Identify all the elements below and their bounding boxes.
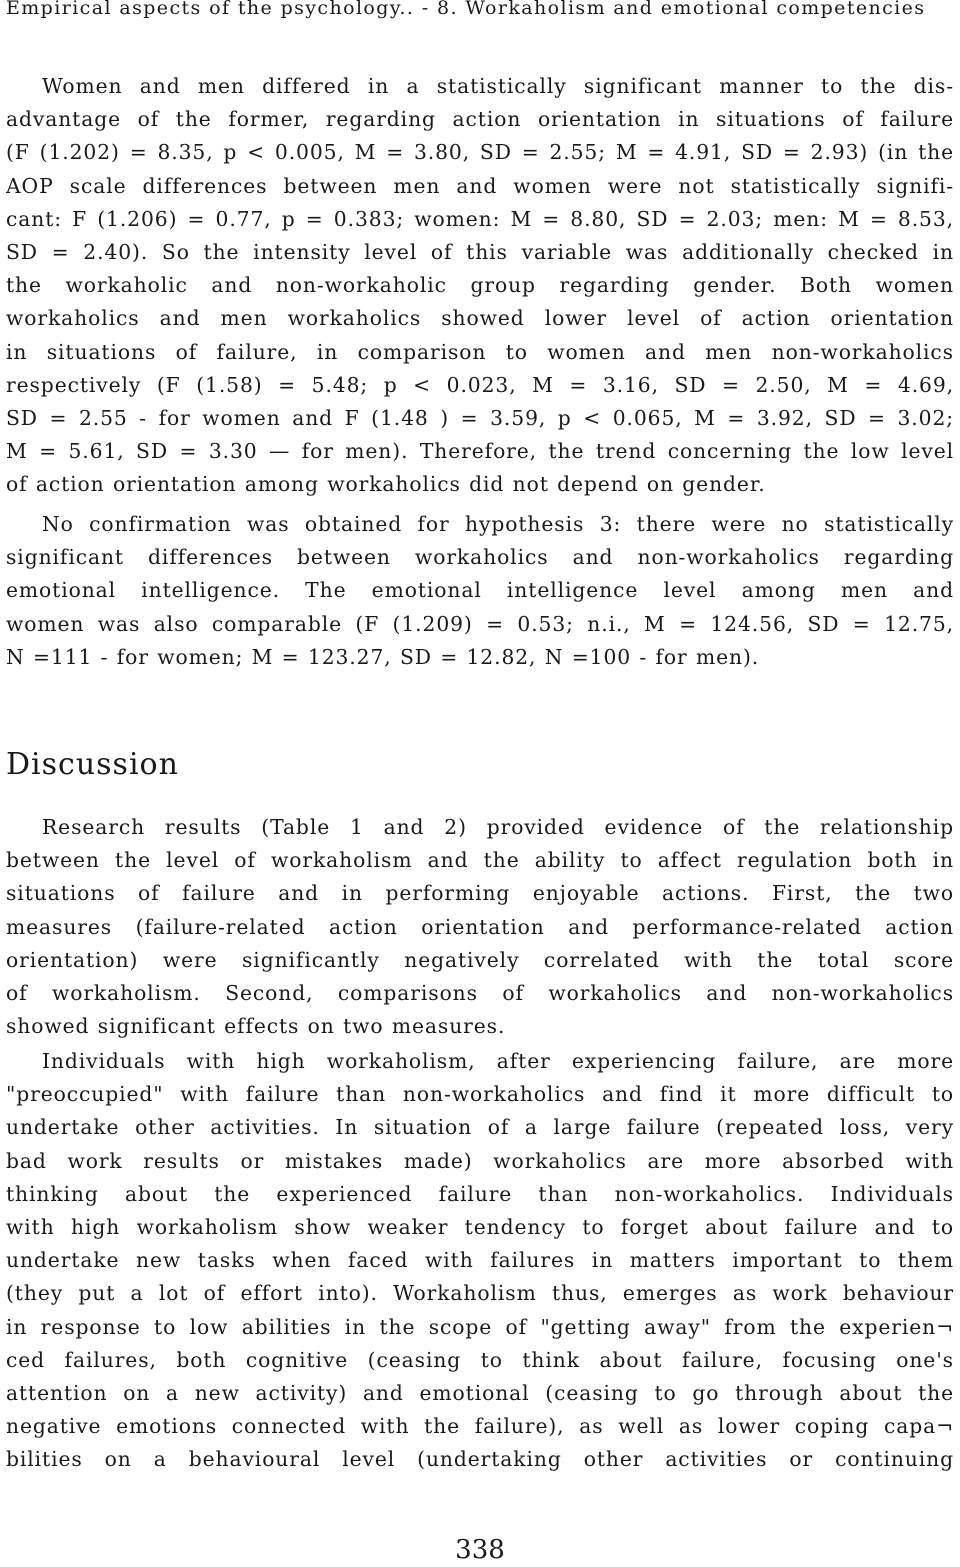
text-line: women was also comparable (F (1.209) = 0.53; n.i., M = 124.56, SD = 12.75, bbox=[6, 611, 954, 636]
text-line: between the level of workaholism and the ability to affect regulation both in bbox=[6, 848, 954, 873]
text-line: measures (failure-related action orientation and performance-related action bbox=[6, 914, 954, 939]
page-number: 338 bbox=[455, 1535, 505, 1565]
text-line: in response to low abilities in the scope of "getting away" from the experien¬ bbox=[6, 1314, 954, 1339]
text-line: bad work results or mistakes made) workaholics are more absorbed with bbox=[6, 1148, 954, 1173]
section-heading-discussion: Discussion bbox=[6, 747, 179, 782]
results-paragraph-gender bbox=[6, 70, 954, 502]
text-line: respectively (F (1.58) = 5.48; p < 0.023, M = 3.16, SD = 2.50, M = 4.69, bbox=[6, 372, 954, 397]
text-line: No confirmation was obtained for hypothesis 3: there were no statistically bbox=[42, 512, 954, 536]
text-line: N =111 - for women; M = 123.27, SD = 12.82, N =100 - for men). bbox=[6, 644, 760, 669]
results-paragraph-hypothesis-3 bbox=[6, 508, 954, 674]
text-line: workaholics and men workaholics showed lower level of action orientation bbox=[6, 306, 954, 331]
text-line: orientation) were significantly negatively correlated with the total score bbox=[6, 947, 954, 972]
text-line: thinking about the experienced failure than non-workaholics. Individuals bbox=[6, 1181, 954, 1206]
text-line: the workaholic and non-workaholic group regarding gender. Both women bbox=[6, 273, 954, 298]
text-line: Women and men differed in a statistically significant manner to the dis- bbox=[42, 74, 954, 98]
text-line: negative emotions connected with the failure), as well as lower coping capa¬ bbox=[6, 1414, 954, 1439]
text-line: of workaholism. Second, comparisons of workaholics and non-workaholics bbox=[6, 981, 954, 1006]
text-line: undertake new tasks when faced with failures in matters important to them bbox=[6, 1248, 954, 1273]
text-line: in situations of failure, in comparison to women and men non-workaholics bbox=[6, 339, 954, 364]
text-line: M = 5.61, SD = 3.30 — for men). Therefore, the trend concerning the low level bbox=[6, 439, 954, 464]
text-line: SD = 2.55 - for women and F (1.48 ) = 3.59, p < 0.065, M = 3.92, SD = 3.02; bbox=[6, 406, 954, 431]
text-line: cant: F (1.206) = 0.77, p = 0.383; women: M = 8.80, SD = 2.03; men: M = 8.53, bbox=[6, 206, 954, 231]
text-line: AOP scale differences between men and women were not statistically signifi- bbox=[6, 173, 954, 198]
text-line: with high workaholism show weaker tendency to forget about failure and to bbox=[6, 1215, 954, 1240]
text-line: SD = 2.40). So the intensity level of this variable was additionally checked in bbox=[6, 240, 954, 265]
discussion-paragraph-2 bbox=[6, 1045, 954, 1477]
text-line: Research results (Table 1 and 2) provided evidence of the relationship bbox=[42, 815, 954, 839]
text-line: showed significant effects on two measures. bbox=[6, 1014, 506, 1039]
text-line: emotional intelligence. The emotional intelligence level among men and bbox=[6, 578, 954, 603]
text-line: Individuals with high workaholism, after experiencing failure, are more bbox=[42, 1049, 954, 1073]
text-line: bilities on a behavioural level (undertaking other activities or continuing bbox=[6, 1447, 954, 1472]
text-line: attention on a new activity) and emotional (ceasing to go through about the bbox=[6, 1381, 954, 1406]
discussion-paragraph-1 bbox=[6, 811, 954, 1043]
text-line: (they put a lot of effort into). Workaholism thus, emerges as work behaviour bbox=[6, 1281, 954, 1306]
text-line: of action orientation among workaholics did not depend on gender. bbox=[6, 472, 766, 497]
text-line: (F (1.202) = 8.35, p < 0.005, M = 3.80, SD = 2.55; M = 4.91, SD = 2.93) (in the bbox=[6, 140, 954, 165]
text-line: situations of failure and in performing enjoyable actions. First, the two bbox=[6, 881, 954, 906]
text-line: "preoccupied" with failure than non-workaholics and find it more difficult to bbox=[6, 1082, 954, 1107]
running-header: Empirical aspects of the psychology.. - 8. Workaholism and emotional competencies bbox=[6, 0, 926, 19]
text-line: significant differences between workaholics and non-workaholics regarding bbox=[6, 545, 954, 570]
text-line: undertake other activities. In situation of a large failure (repeated loss, very bbox=[6, 1115, 954, 1140]
text-line: ced failures, both cognitive (ceasing to think about failure, focusing one's bbox=[6, 1347, 954, 1372]
text-line: advantage of the former, regarding action orientation in situations of failure bbox=[6, 107, 954, 132]
